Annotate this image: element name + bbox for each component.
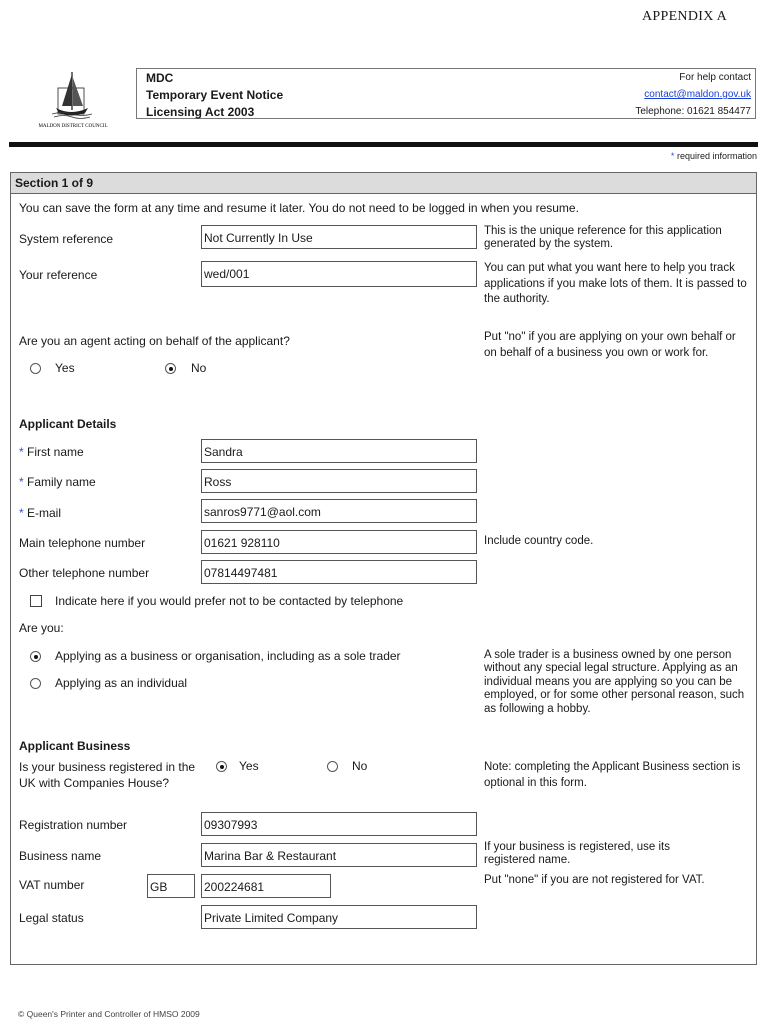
are-you-help: A sole trader is a business owned by one person without any special legal structure. Applying as an individual means you are applying so you can be employed, or for some other personal reason, such as following a hobby. — [484, 649, 745, 715]
required-star: * — [670, 151, 675, 161]
section-intro: You can save the form at any time and resume it later. You do not need to be logged in when you resume. — [19, 201, 579, 215]
header-box — [136, 68, 756, 119]
registered-no-label: No — [352, 759, 368, 773]
required-star: * — [19, 506, 24, 520]
required-note — [671, 151, 757, 161]
logo-text: MALDON DISTRICT COUNCIL — [38, 124, 108, 129]
business-name-label: Business name — [19, 849, 102, 863]
registered-no-radio[interactable] — [327, 761, 338, 772]
main-phone-field[interactable]: 01621 928110 — [201, 530, 477, 554]
your-reference-label: Your reference — [19, 268, 98, 282]
required-star: * — [19, 475, 24, 489]
are-you-question: Are you: — [19, 621, 64, 635]
registered-yes-radio[interactable] — [216, 761, 227, 772]
business-name-field[interactable]: Marina Bar & Restaurant — [201, 843, 477, 867]
appendix-label: APPENDIX A — [642, 9, 728, 24]
email-label-text: E-mail — [27, 506, 62, 520]
your-reference-help: You can put what you want here to help you track applications if you make lots of them. It is passed to the authority. — [484, 262, 747, 305]
agent-no-label: No — [191, 361, 207, 375]
contact-email-link[interactable]: contact@maldon.gov.uk — [644, 89, 751, 100]
main-phone-help: Include country code. — [484, 535, 594, 547]
required-note-text: required information — [676, 151, 757, 161]
business-name-help: If your business is registered, use its registered name. — [484, 841, 670, 867]
family-name-label-text: Family name — [27, 475, 96, 489]
first-name-label — [19, 445, 84, 459]
registration-number-field[interactable]: 09307993 — [201, 812, 477, 836]
system-reference-field[interactable]: Not Currently In Use — [201, 225, 477, 249]
system-reference-help: This is the unique reference for this application generated by the system. — [484, 225, 722, 251]
required-star: * — [19, 445, 24, 459]
business-radio[interactable] — [30, 651, 41, 662]
vat-number-label: VAT number — [19, 878, 85, 892]
org-name: MDC — [146, 71, 174, 85]
contact-telephone: Telephone: 01621 854477 — [635, 106, 751, 117]
agent-yes-label: Yes — [55, 361, 75, 375]
individual-option-label: Applying as an individual — [55, 676, 188, 690]
other-phone-label: Other telephone number — [19, 566, 150, 580]
form-title: Temporary Event Notice — [146, 88, 284, 102]
applicant-business-heading: Applicant Business — [19, 739, 131, 753]
help-contact-label: For help contact — [679, 72, 751, 83]
council-logo — [38, 66, 108, 136]
individual-radio[interactable] — [30, 678, 41, 689]
header-divider — [9, 142, 758, 147]
family-name-field[interactable]: Ross — [201, 469, 477, 493]
copyright-footer: © Queen's Printer and Controller of HMSO 2009 — [18, 1009, 200, 1019]
agent-question: Are you an agent acting on behalf of the applicant? — [19, 334, 290, 348]
agent-help: Put "no" if you are applying on your own behalf or on behalf of a business you own or work for. — [484, 331, 736, 359]
email-label — [19, 506, 61, 520]
no-contact-label: Indicate here if you would prefer not to be contacted by telephone — [55, 594, 404, 608]
family-name-label — [19, 475, 96, 489]
vat-number-field[interactable]: 200224681 — [201, 874, 331, 898]
registered-yes-label: Yes — [239, 759, 259, 773]
no-contact-checkbox[interactable] — [30, 595, 42, 607]
first-name-label-text: First name — [27, 445, 84, 459]
business-option-label: Applying as a business or organisation, including as a sole trader — [55, 649, 401, 663]
vat-help: Put "none" if you are not registered for VAT. — [484, 874, 705, 886]
system-reference-label: System reference — [19, 232, 114, 246]
first-name-field[interactable]: Sandra — [201, 439, 477, 463]
sailing-barge-icon — [38, 66, 108, 136]
registered-help: Note: completing the Applicant Business section is optional in this form. — [484, 761, 741, 789]
agent-yes-radio[interactable] — [30, 363, 41, 374]
main-phone-label: Main telephone number — [19, 536, 146, 550]
legal-status-label: Legal status — [19, 911, 84, 925]
legal-status-field[interactable]: Private Limited Company — [201, 905, 477, 929]
email-field[interactable]: sanros9771@aol.com — [201, 499, 477, 523]
agent-no-radio[interactable] — [165, 363, 176, 374]
registration-number-label: Registration number — [19, 818, 128, 832]
your-reference-field[interactable]: wed/001 — [201, 261, 477, 287]
applicant-details-heading: Applicant Details — [19, 417, 117, 431]
registered-question: Is your business registered in the UK with Companies House? — [19, 760, 196, 790]
vat-prefix-field[interactable]: GB — [147, 874, 195, 898]
other-phone-field[interactable]: 07814497481 — [201, 560, 477, 584]
section-title: Section 1 of 9 — [10, 172, 757, 194]
act-name: Licensing Act 2003 — [146, 105, 255, 119]
